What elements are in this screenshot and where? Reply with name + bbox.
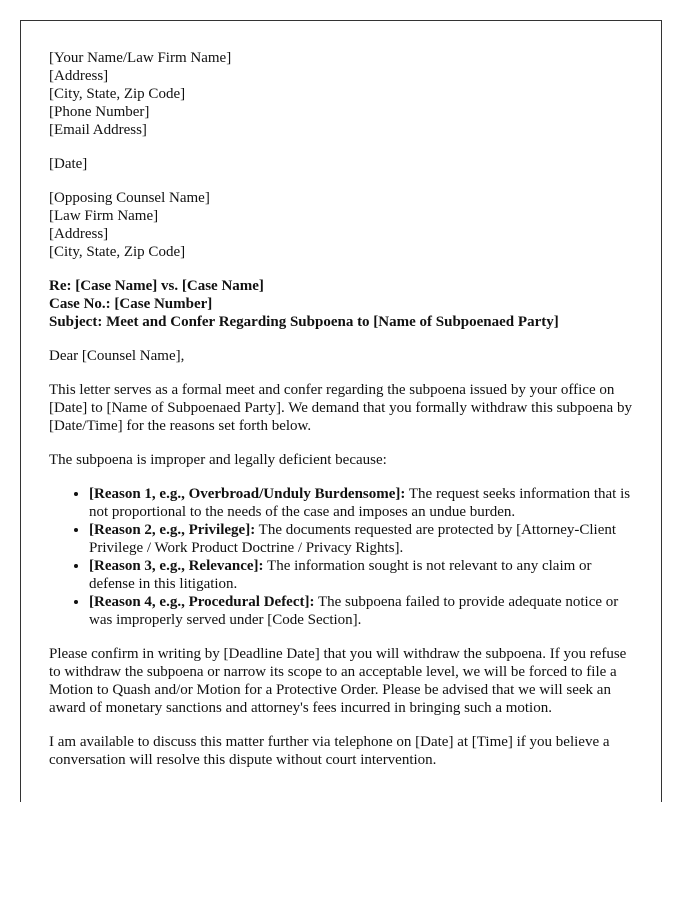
re-block (49, 277, 633, 331)
letter-date: [Date] (49, 156, 88, 172)
recipient-city: [City, State, Zip Code] (49, 244, 186, 260)
recipient-address: [Address] (49, 226, 109, 242)
reason-text: The documents requested are protected by [Attorney-Client Privilege / Work Product Doctrine / Privacy Rights]. (89, 522, 617, 556)
sender-name: [Your Name/Law Firm Name] (49, 50, 232, 66)
list-item (89, 557, 633, 593)
recipient-name: [Opposing Counsel Name] (49, 190, 210, 206)
reason-label: [Reason 1, e.g., Overbroad/Unduly Burdensome]: (89, 486, 406, 502)
letter-page (20, 20, 662, 802)
salutation: Dear [Counsel Name], (49, 348, 185, 364)
reason-text: The request seeks information that is not proportional to the needs of the case and imposes an undue burden. (89, 486, 631, 520)
subject-line: Subject: Meet and Confer Regarding Subpoena to [Name of Subpoenaed Party] (49, 314, 559, 330)
intro-paragraph: This letter serves as a formal meet and confer regarding the subpoena issued by your office on [Date] to [Name of Subpoenaed Party]. We demand that you formally withdraw this subpoena by [Date/Time] for the reasons set forth below. (49, 382, 632, 434)
recipient-block (49, 189, 633, 261)
case-number: Case No.: [Case Number] (49, 296, 213, 312)
sender-email: [Email Address] (49, 122, 147, 138)
sender-phone: [Phone Number] (49, 104, 150, 120)
recipient-firm: [Law Firm Name] (49, 208, 159, 224)
list-item (89, 485, 633, 521)
re-line: Re: [Case Name] vs. [Case Name] (49, 278, 264, 294)
availability-paragraph: I am available to discuss this matter further via telephone on [Date] at [Time] if you believe a conversation will resolve this dispute without court intervention. (49, 734, 610, 768)
demand-paragraph: Please confirm in writing by [Deadline Date] that you will withdraw the subpoena. If you refuse to withdraw the subpoena or narrow its scope to an acceptable level, we will be forced to file a Motion to Quash and/or Motion for a Protective Order. Please be advised that we will seek an award of monetary sanctions and attorney's fees incurred in bringing such a motion. (49, 646, 627, 716)
reason-label: [Reason 3, e.g., Relevance]: (89, 558, 264, 574)
reason-text: The subpoena failed to provide adequate notice or was improperly served under [Code Section]. (89, 594, 619, 628)
sender-city: [City, State, Zip Code] (49, 86, 186, 102)
list-item (89, 593, 633, 629)
reason-label: [Reason 4, e.g., Procedural Defect]: (89, 594, 315, 610)
list-item (89, 521, 633, 557)
reason-label: [Reason 2, e.g., Privilege]: (89, 522, 256, 538)
sender-address: [Address] (49, 68, 109, 84)
reasons-intro: The subpoena is improper and legally deficient because: (49, 452, 387, 468)
sender-block (49, 49, 633, 139)
reason-text: The information sought is not relevant to any claim or defense in this litigation. (89, 558, 592, 592)
reasons-list (49, 485, 633, 629)
